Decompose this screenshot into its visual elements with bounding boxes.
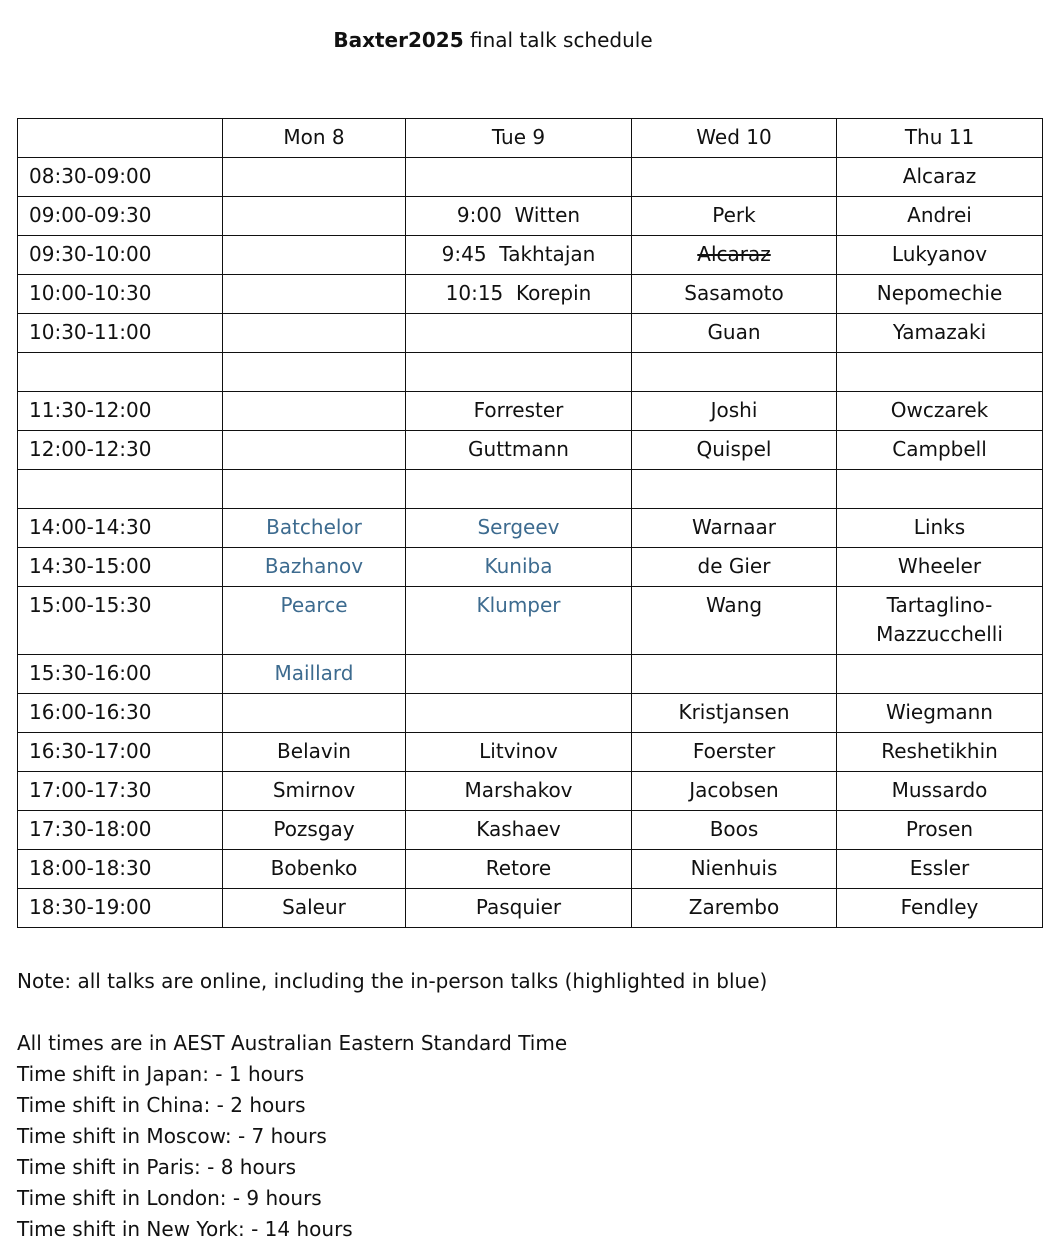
cell-wed: Kristjansen: [632, 694, 837, 733]
notes-section: [17, 966, 767, 1245]
table-row: [18, 197, 1043, 236]
cell-mon: [223, 431, 406, 470]
time-slot: 08:30-09:00: [18, 158, 223, 197]
cell-wed: Sasamoto: [632, 275, 837, 314]
cell-thu: [837, 353, 1043, 392]
cell-wed: [632, 655, 837, 694]
time-shift-china: Time shift in China: - 2 hours: [17, 1093, 306, 1117]
cell-mon: Saleur: [223, 889, 406, 928]
cell-thu: [837, 470, 1043, 509]
time-shift-moscow: Time shift in Moscow: - 7 hours: [17, 1124, 327, 1148]
header-thu: Thu 11: [837, 119, 1043, 158]
table-row: [18, 733, 1043, 772]
cell-mon: [223, 314, 406, 353]
cell-tue: Pasquier: [406, 889, 632, 928]
time-slot: 16:30-17:00: [18, 733, 223, 772]
cell-mon: [223, 236, 406, 275]
cell-mon: [223, 392, 406, 431]
cell-thu: Yamazaki: [837, 314, 1043, 353]
time-slot: 11:30-12:00: [18, 392, 223, 431]
header-corner: [18, 119, 223, 158]
title-rest: final talk schedule: [463, 28, 653, 52]
time-slot: 17:00-17:30: [18, 772, 223, 811]
cell-wed: Jacobsen: [632, 772, 837, 811]
cell-wed: Boos: [632, 811, 837, 850]
cell-tue: [406, 353, 632, 392]
cell-thu: Links: [837, 509, 1043, 548]
table-row: [18, 392, 1043, 431]
table-row: [18, 548, 1043, 587]
table-row: [18, 889, 1043, 928]
table-row: [18, 275, 1043, 314]
time-slot: 10:30-11:00: [18, 314, 223, 353]
time-slot: 14:30-15:00: [18, 548, 223, 587]
cell-tue: Retore: [406, 850, 632, 889]
header-wed: Wed 10: [632, 119, 837, 158]
cell-wed: [632, 470, 837, 509]
cell-wed: Wang: [632, 587, 837, 655]
in-person-note: Note: all talks are online, including the in-person talks (highlighted in blue): [17, 969, 768, 993]
cell-mon: [223, 158, 406, 197]
cell-wed: [632, 158, 837, 197]
table-row: [18, 850, 1043, 889]
table-row: [18, 587, 1043, 655]
cell-tue: Kashaev: [406, 811, 632, 850]
table-row: [18, 811, 1043, 850]
cell-wed: Warnaar: [632, 509, 837, 548]
cell-wed: Joshi: [632, 392, 837, 431]
time-slot: 18:30-19:00: [18, 889, 223, 928]
cell-mon: Smirnov: [223, 772, 406, 811]
cell-tue: [406, 314, 632, 353]
cell-wed: [632, 353, 837, 392]
time-shift-japan: Time shift in Japan: - 1 hours: [17, 1062, 305, 1086]
cell-thu: Andrei: [837, 197, 1043, 236]
name-part: Tartaglino-: [886, 593, 993, 617]
cell-mon: [223, 197, 406, 236]
time-slot: 17:30-18:00: [18, 811, 223, 850]
cell-mon: [223, 694, 406, 733]
cell-thu: Owczarek: [837, 392, 1043, 431]
table-row: [18, 509, 1043, 548]
time-slot: 09:00-09:30: [18, 197, 223, 236]
cell-tue: 9:00 Witten: [406, 197, 632, 236]
time-slot: 10:00-10:30: [18, 275, 223, 314]
cell-thu: Wheeler: [837, 548, 1043, 587]
time-slot: 18:00-18:30: [18, 850, 223, 889]
cell-tue: [406, 470, 632, 509]
cell-wed: Guan: [632, 314, 837, 353]
cell-thu: Essler: [837, 850, 1043, 889]
time-slot: 12:00-12:30: [18, 431, 223, 470]
cell-wed: Zarembo: [632, 889, 837, 928]
cell-tue: Forrester: [406, 392, 632, 431]
cell-thu: [837, 587, 1043, 655]
name-part: Mazzucchelli: [876, 622, 1003, 646]
header-row: [18, 119, 1043, 158]
table-row: [18, 314, 1043, 353]
cell-wed: Quispel: [632, 431, 837, 470]
table-row: [18, 772, 1043, 811]
table-row: [18, 694, 1043, 733]
cell-mon: Pozsgay: [223, 811, 406, 850]
time-shift-london: Time shift in London: - 9 hours: [17, 1186, 322, 1210]
cell-wed: Nienhuis: [632, 850, 837, 889]
header-tue: Tue 9: [406, 119, 632, 158]
cell-mon: [223, 470, 406, 509]
cell-mon-in-person: Pearce: [223, 587, 406, 655]
cell-mon-in-person: Batchelor: [223, 509, 406, 548]
cell-tue-in-person: Klumper: [406, 587, 632, 655]
cell-wed-cancelled: Alcaraz: [632, 236, 837, 275]
cell-mon: Bobenko: [223, 850, 406, 889]
cell-tue: 9:45 Takhtajan: [406, 236, 632, 275]
table-row: [18, 236, 1043, 275]
cell-thu: Wiegmann: [837, 694, 1043, 733]
timezone-note: All times are in AEST Australian Eastern Standard Time: [17, 1031, 568, 1055]
cell-tue: Guttmann: [406, 431, 632, 470]
title-bold: Baxter2025: [333, 28, 464, 52]
cell-mon: [223, 353, 406, 392]
cell-thu: Campbell: [837, 431, 1043, 470]
time-slot: [18, 353, 223, 392]
cell-mon: Belavin: [223, 733, 406, 772]
cell-tue-in-person: Kuniba: [406, 548, 632, 587]
time-slot: 15:30-16:00: [18, 655, 223, 694]
time-slot: [18, 470, 223, 509]
time-slot: 16:00-16:30: [18, 694, 223, 733]
cell-tue: [406, 158, 632, 197]
time-slot: 15:00-15:30: [18, 587, 223, 655]
cell-mon-in-person: Maillard: [223, 655, 406, 694]
cell-tue-in-person: Sergeev: [406, 509, 632, 548]
cell-wed: Perk: [632, 197, 837, 236]
schedule-table: [17, 118, 1043, 928]
time-slot: 09:30-10:00: [18, 236, 223, 275]
cell-thu: Alcaraz: [837, 158, 1043, 197]
cell-wed: Foerster: [632, 733, 837, 772]
cell-mon-in-person: Bazhanov: [223, 548, 406, 587]
cell-thu: Fendley: [837, 889, 1043, 928]
header-mon: Mon 8: [223, 119, 406, 158]
table-row: [18, 158, 1043, 197]
cell-thu: Reshetikhin: [837, 733, 1043, 772]
table-row: [18, 431, 1043, 470]
cell-tue: Litvinov: [406, 733, 632, 772]
cell-wed: de Gier: [632, 548, 837, 587]
cell-tue: Marshakov: [406, 772, 632, 811]
cell-thu: Mussardo: [837, 772, 1043, 811]
cell-tue: [406, 694, 632, 733]
time-shift-paris: Time shift in Paris: - 8 hours: [17, 1155, 297, 1179]
time-slot: 14:00-14:30: [18, 509, 223, 548]
table-row: [18, 655, 1043, 694]
cell-tue: 10:15 Korepin: [406, 275, 632, 314]
cell-thu: Nepomechie: [837, 275, 1043, 314]
break-row: [18, 353, 1043, 392]
cell-tue: [406, 655, 632, 694]
cell-thu: [837, 655, 1043, 694]
cell-thu: Lukyanov: [837, 236, 1043, 275]
cell-mon: [223, 275, 406, 314]
time-shift-new-york: Time shift in New York: - 14 hours: [17, 1217, 353, 1241]
cell-thu: Prosen: [837, 811, 1043, 850]
break-row: [18, 470, 1043, 509]
document-title: [0, 28, 986, 52]
